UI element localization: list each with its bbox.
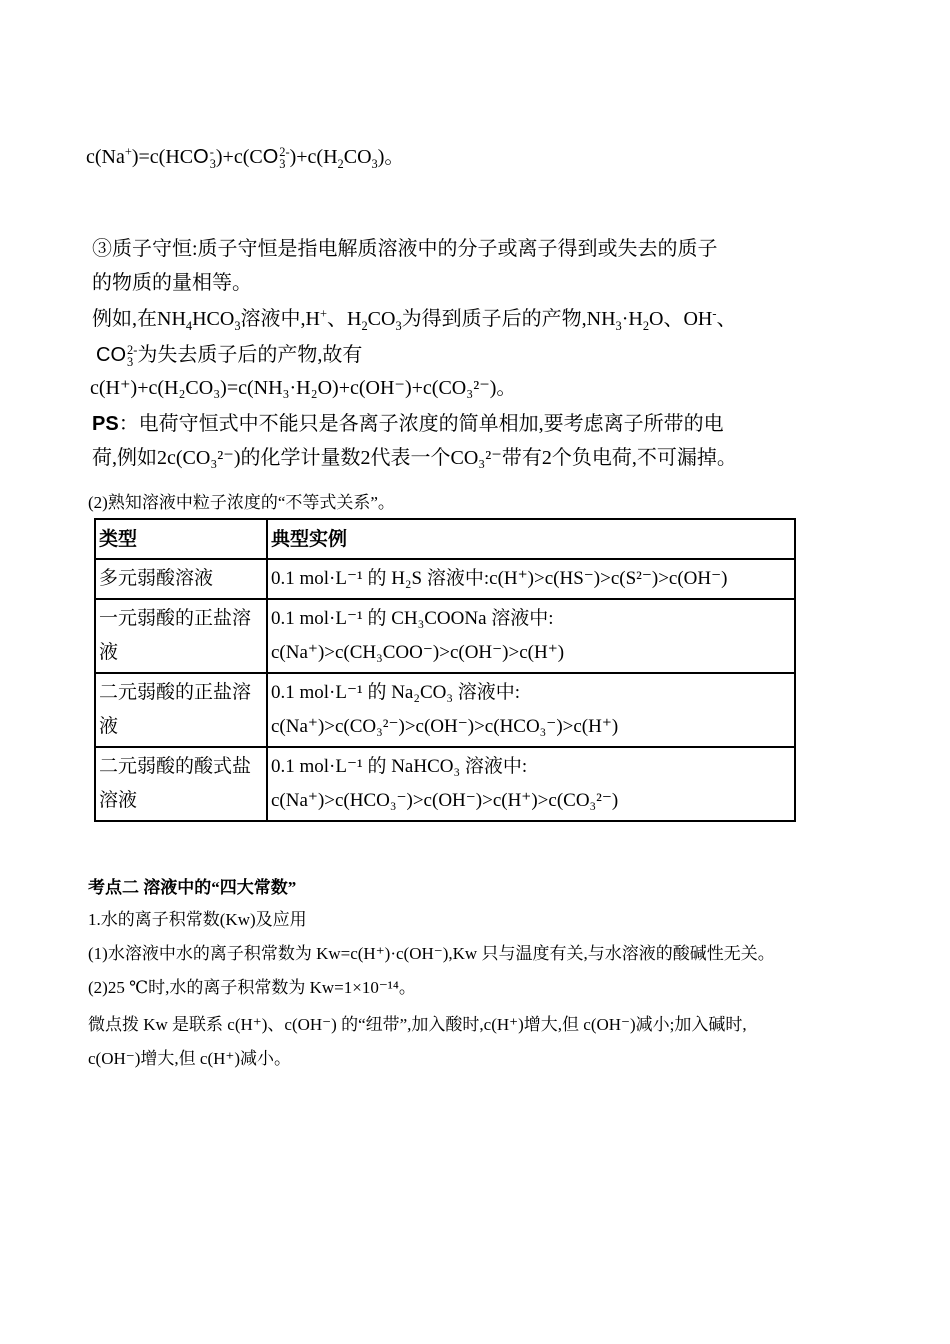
table-header-row bbox=[95, 519, 795, 559]
co3c-subscript: 3 bbox=[371, 157, 378, 171]
kaodian-item-1-2: (2)25 ℃时,水的离子积常数为 Kw=1×10⁻¹⁴。 bbox=[88, 978, 416, 997]
row-type: 二元弱酸的正盐溶液 bbox=[95, 673, 267, 747]
formula-end: )。 bbox=[377, 146, 405, 168]
proton-line-1: ③质子守恒:质子守恒是指电解质溶液中的分子或离子得到或失去的质子 bbox=[92, 238, 718, 260]
co3-sup: 2- bbox=[127, 343, 138, 357]
p3-co3-sub: 3 bbox=[234, 319, 241, 333]
formula-part3: )+c(H bbox=[289, 146, 338, 168]
proton-line-3 bbox=[92, 302, 737, 331]
p3d: 、H bbox=[326, 308, 362, 330]
example-line-1: 0.1 mol·L⁻¹ 的 NaHCO₃ 溶液中: bbox=[271, 756, 528, 777]
p3c: 溶液中,H bbox=[240, 308, 320, 330]
p3-oh-minus: - bbox=[712, 306, 717, 321]
p3-h2b-sub: 2 bbox=[642, 319, 650, 333]
hco3-subscript: 3 bbox=[209, 157, 216, 172]
p3f: 为得到质子后的产物,NH bbox=[401, 308, 616, 330]
header-example: 典型实例 bbox=[267, 519, 795, 559]
row-example bbox=[267, 747, 795, 821]
table-row bbox=[95, 673, 795, 747]
p3e: CO bbox=[367, 308, 396, 330]
proton-line-4 bbox=[96, 338, 362, 369]
hco3-ion-o: O bbox=[193, 146, 209, 168]
example-line-1: 0.1 mol·L⁻¹ 的 CH₃COONa 溶液中: bbox=[271, 608, 554, 629]
section2-intro: (2)熟知溶液中粒子浓度的“不等式关系”。 bbox=[88, 493, 395, 512]
charge-balance-formula bbox=[86, 140, 404, 171]
proton-balance-formula: c(H⁺)+c(H₂CO₃)=c(NH₃·H₂O)+c(OH⁻)+c(CO₃²⁻)。 bbox=[90, 377, 517, 399]
kaodian-item-1-1: (1)水溶液中水的离子积常数为 Kw=c(H⁺)·c(OH⁻),Kw 只与温度有关,与水溶液的酸碱性无关。 bbox=[88, 944, 775, 963]
p3-hplus: + bbox=[319, 306, 327, 321]
example-line-2: c(Na⁺)>c(HCO₃⁻)>c(OH⁻)>c(H⁺)>c(CO₃²⁻) bbox=[271, 790, 619, 811]
row-type: 一元弱酸的正盐溶液 bbox=[95, 599, 267, 673]
p3b: HCO bbox=[192, 308, 235, 330]
co3-ion-o: O bbox=[262, 146, 279, 168]
h2-subscript: 2 bbox=[337, 157, 344, 171]
p3-h2-sub: 2 bbox=[361, 319, 368, 333]
row-type: 二元弱酸的酸式盐溶液 bbox=[95, 747, 267, 821]
example-line-1: 0.1 mol·L⁻¹ 的 Na₂CO₃ 溶液中: bbox=[271, 682, 521, 703]
row-example bbox=[267, 673, 795, 747]
row-type: 多元弱酸溶液 bbox=[95, 559, 267, 599]
example-line-1: 0.1 mol·L⁻¹ 的 H₂S 溶液中:c(H⁺)>c(HS⁻)>c(S²⁻)>c(OH⁻) bbox=[271, 568, 728, 589]
concentration-inequality-table bbox=[94, 518, 796, 822]
formula-part4: CO bbox=[343, 146, 372, 168]
table-row bbox=[95, 559, 795, 599]
formula-prefix: c(Na bbox=[86, 146, 125, 168]
kaodian-item-1: 1.水的离子积常数(Kw)及应用 bbox=[88, 910, 307, 929]
row-example bbox=[267, 559, 795, 599]
co3-subscript: 3 bbox=[279, 157, 286, 172]
co3-sub: 3 bbox=[127, 355, 134, 370]
hco3-charge: - bbox=[209, 145, 214, 159]
tip-line-1: 微点拨 Kw 是联系 c(H⁺)、c(OH⁻) 的“纽带”,加入酸时,c(H⁺)增大,但 c(OH⁻)减小;加入碱时, bbox=[88, 1015, 747, 1034]
row-example bbox=[267, 599, 795, 673]
table-row bbox=[95, 599, 795, 673]
co3-charge-stack bbox=[279, 146, 289, 171]
ps-line-2: 荷,例如2c(CO₃²⁻)的化学计量数2代表一个CO₃²⁻带有2个负电荷,不可漏掉。 bbox=[92, 447, 737, 469]
table-row bbox=[95, 747, 795, 821]
ps-label: PS bbox=[92, 413, 119, 435]
header-type: 类型 bbox=[95, 519, 267, 559]
p3i: 、 bbox=[716, 308, 737, 330]
formula-part1: )=c(HC bbox=[131, 146, 194, 168]
ps-line-1-text: ：电荷守恒式中不能只是各离子浓度的简单相加,要考虑离子所带的电 bbox=[118, 413, 724, 435]
formula-part2: )+c(C bbox=[215, 146, 263, 168]
co3-charge: 2- bbox=[279, 145, 290, 159]
proton-line-4-text: 为失去质子后的产物,故有 bbox=[137, 344, 363, 366]
p3-co3b-sub: 3 bbox=[395, 319, 402, 333]
p3-nh4-sub: 4 bbox=[185, 319, 193, 333]
example-line-2: c(Na⁺)>c(CH₃COO⁻)>c(OH⁻)>c(H⁺) bbox=[271, 642, 565, 663]
proton-line-2: 的物质的量相等。 bbox=[92, 272, 252, 294]
na-charge: + bbox=[124, 144, 132, 159]
co3-ion: CO bbox=[96, 344, 126, 366]
p3-nh3-sub: 3 bbox=[615, 319, 622, 333]
p3h: O、OH bbox=[649, 308, 713, 330]
kaodian-title: 考点二 溶液中的“四大常数” bbox=[88, 878, 297, 897]
p3g: ·H bbox=[621, 308, 643, 330]
example-line-2: c(Na⁺)>c(CO₃²⁻)>c(OH⁻)>c(HCO₃⁻)>c(H⁺) bbox=[271, 716, 619, 737]
co3-stack bbox=[127, 344, 137, 369]
tip-line-2: c(OH⁻)增大,但 c(H⁺)减小。 bbox=[88, 1049, 292, 1068]
p3a: 例如,在NH bbox=[92, 308, 186, 330]
ps-line-1 bbox=[92, 407, 724, 436]
